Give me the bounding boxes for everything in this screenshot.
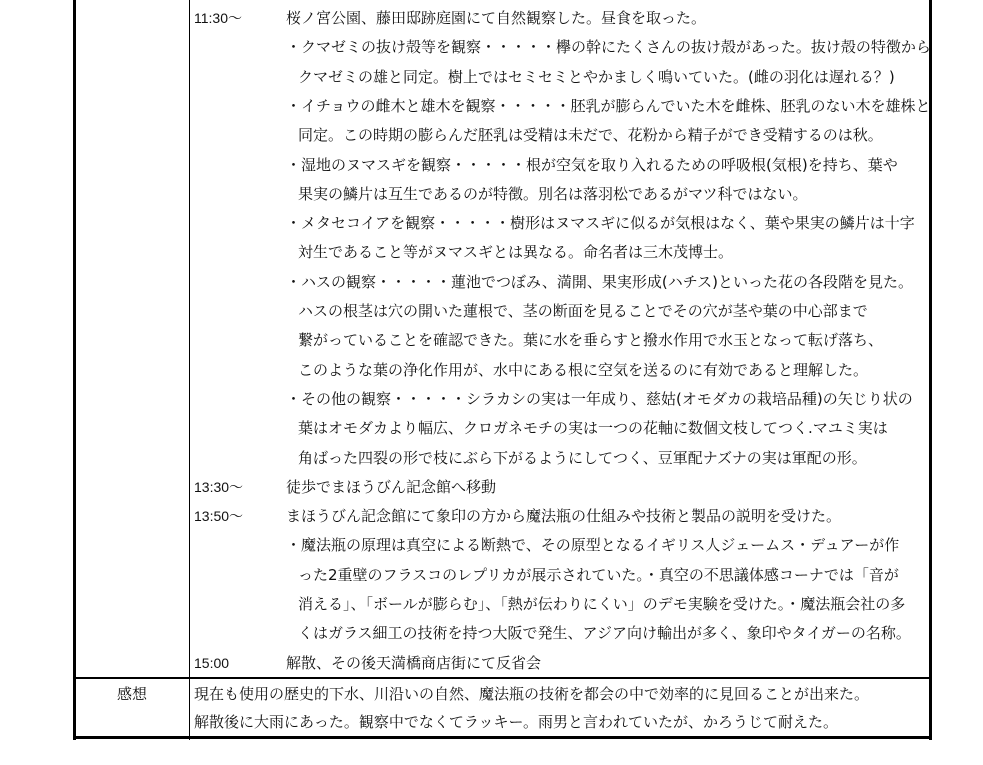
schedule-row [190, 590, 932, 619]
schedule-time: 13:50～ [194, 508, 244, 524]
schedule-text: クマゼミの雄と同定。樹上ではセミセミとやかましく鳴いていた。(雌の羽化は遅れる？) [298, 68, 895, 86]
schedule-row [190, 92, 932, 121]
schedule-text: まほうびん記念館にて象印の方から魔法瓶の仕組みや技術と製品の説明を受けた。 [286, 507, 842, 525]
schedule-row [190, 326, 932, 355]
schedule-text: 果実の鱗片は互生であるのが特徴。別名は落羽松であるがマツ科ではない。 [298, 185, 808, 203]
schedule-row [190, 209, 932, 238]
schedule-row [190, 531, 932, 560]
observation-item: ・湿地のヌマスギを観察・・・・・根が空気を取り入れるための呼吸根(気根)を持ち、葉や [286, 156, 898, 174]
observation-item: ・イチョウの雌木と雄木を観察・・・・・胚乳が膨らんでいた木を雌株、胚乳のない木を雄株と [286, 97, 931, 115]
schedule-text: 葉はオモダカより幅広、クロガネモチの実は一つの花軸に数個文枝してつく.マユミ実は [298, 419, 888, 437]
schedule-row [190, 444, 932, 473]
impression-line: 解散後に大雨にあった。観察中でなくてラッキー。雨男と言われていたが、かろうじて耐えた。 [194, 713, 838, 731]
schedule-row [190, 385, 932, 414]
schedule-time: 13:30～ [194, 479, 244, 495]
schedule-time: 15:00 [194, 655, 230, 671]
schedule-row [190, 151, 932, 180]
observation-item: ・その他の観察・・・・・シラカシの実は一年成り、慈姑(オモダカの栽培品種)の矢じり状の [286, 390, 913, 408]
schedule-row [190, 121, 932, 150]
schedule-row [190, 63, 932, 92]
observation-item: ・ハスの観察・・・・・蓮池でつぼみ、満開、果実形成(ハチス)といった花の各段階を見た。 [286, 273, 914, 291]
schedule-row [190, 356, 932, 385]
schedule-row [190, 297, 932, 326]
schedule-text: ハスの根茎は穴の開いた蓮根で、茎の断面を見ることでその穴が茎や葉の中心部まで [298, 302, 868, 320]
schedule-row [190, 473, 932, 502]
schedule-row [190, 649, 932, 678]
schedule-row [190, 414, 932, 443]
schedule-text: 繋がっていることを確認できた。葉に水を垂らすと撥水作用で水玉となって転げ落ち、 [298, 331, 884, 349]
schedule-text: 角ばった四裂の形で枝にぶら下がるようにしてつく、豆軍配ナズナの実は軍配の形。 [298, 449, 867, 467]
schedule-row [190, 238, 932, 267]
schedule-row [190, 502, 932, 531]
schedule-text: 桜ノ宮公園、藤田邸跡庭園にて自然観察した。昼食を取った。 [286, 9, 707, 27]
schedule-row [190, 561, 932, 590]
impression-line: 現在も使用の歴史的下水、川沿いの自然、魔法瓶の技術を都会の中で効率的に見回ることが出来た。 [194, 685, 870, 703]
schedule-text: った2重壁のフラスコのレプリカが展示されていた。・真空の不思議体感コーナでは「音が [298, 566, 899, 584]
schedule-text: 対生であること等がヌマスギとは異なる。命名者は三木茂博士。 [298, 243, 734, 261]
schedule-text: くはガラス細工の技術を持つ大阪で発生、アジア向け輸出が多く、象印やタイガーの名称。 [298, 624, 911, 642]
schedule-text: 同定。この時期の膨らんだ胚乳は受精は未だで、花粉から精子ができ受精するのは秋。 [298, 126, 883, 144]
schedule-row [190, 268, 932, 297]
schedule-row [190, 180, 932, 209]
schedule-row [190, 4, 932, 33]
observation-item: ・魔法瓶の原理は真空による断熱で、その原型となるイギリス人ジェームス・デュアーが作 [286, 536, 900, 554]
schedule-text: 徒歩でまほうびん記念館へ移動 [286, 478, 497, 496]
schedule-text: 解散、その後天満橋商店街にて反省会 [286, 654, 542, 672]
impression-label: 感想 [116, 685, 147, 703]
schedule-row [190, 619, 932, 648]
observation-item: ・メタセコイアを観察・・・・・樹形はヌマスギに似るが気根はなく、葉や果実の鱗片は十字 [286, 214, 915, 232]
schedule-text: このような葉の浄化作用が、水中にある根に空気を送るのに有効であると理解した。 [298, 361, 869, 379]
table-left-border [73, 0, 76, 740]
schedule-time: 11:30～ [194, 10, 242, 26]
schedule-text: 消える」、「ボールが膨らむ」、「熱が伝わりにくい」のデモ実験を受けた。・魔法瓶会社の多 [298, 595, 906, 613]
observation-item: ・クマゼミの抜け殻等を観察・・・・・欅の幹にたくさんの抜け殻があった。抜け殻の特徴から [286, 38, 931, 56]
schedule-row [190, 33, 932, 62]
